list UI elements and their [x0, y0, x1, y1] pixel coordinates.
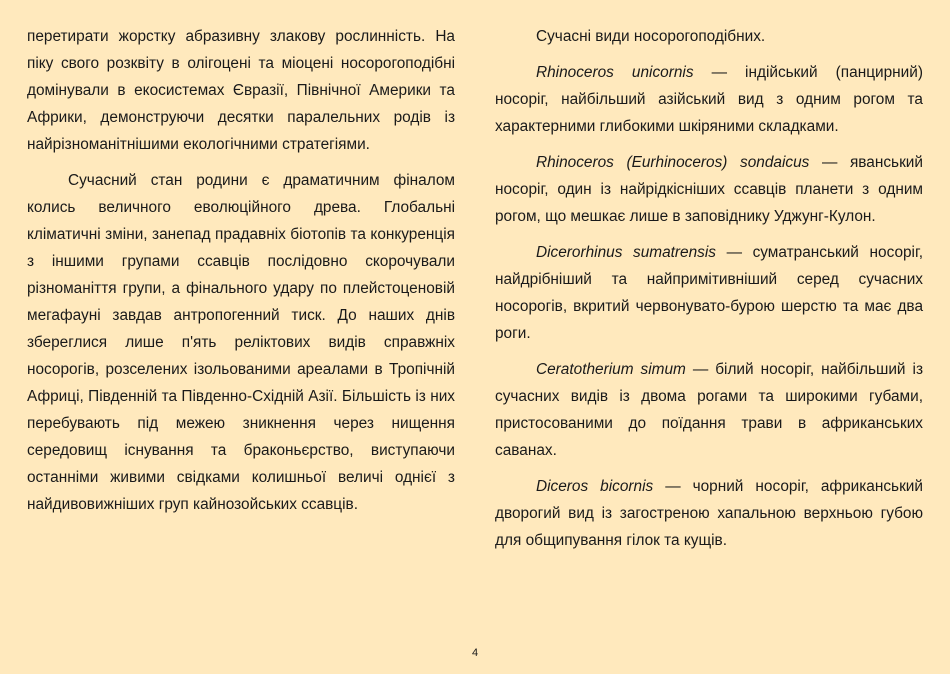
- species-description: — суматранський носоріг, найдрібніший та найпримітивніший серед сучасних носорогів, вкритий червонувато-бурою шерстю та має два роги.: [495, 244, 923, 342]
- species-latin-name: Ceratotherium simum: [536, 361, 686, 378]
- species-entry-javan-rhino: [495, 149, 923, 230]
- right-column: [495, 23, 923, 563]
- species-entry-sumatran-rhino: [495, 239, 923, 347]
- species-description: — індійський (панцирний) носоріг, найбільший азійський вид з одним рогом та характерними глибокими шкіряними складками.: [495, 64, 923, 135]
- species-entry-black-rhino: [495, 473, 923, 554]
- species-latin-name: Rhinoceros (Eurhinoceros) sondaicus: [536, 154, 810, 171]
- species-entry-indian-rhino: [495, 59, 923, 140]
- page-number: 4: [471, 647, 479, 659]
- species-latin-name: Dicerorhinus sumatrensis: [536, 244, 716, 261]
- paragraph-continuation: перетирати жорстку абразивну злакову рослинність. На піку свого розквіту в олігоцені та міоцені носорогоподібні домінували в екосистемах Євразії, Північної Америки та Африки, демонструючи десятки паралельних родів із найрізноманітнішими екологічними стратегіями.: [27, 28, 455, 153]
- left-column: [27, 23, 455, 527]
- species-description: — чорний носоріг, африканський дворогий вид із загостреною хапальною верхньою губою для общипування гілок та кущів.: [495, 478, 924, 549]
- species-latin-name: Diceros bicornis: [536, 478, 654, 495]
- species-latin-name: Rhinoceros unicornis: [536, 64, 694, 81]
- species-description: — білий носоріг, найбільший із сучасних видів із двома рогами та широкими губами, пристосованими до поїдання трави в африканських саванах.: [495, 361, 923, 459]
- paragraph-modern-state: Сучасний стан родини є драматичним фіналом колись величного еволюційного древа. Глобальні кліматичні зміни, занепад прадавніх біотопів та конкуренція з іншими групами ссавців послідовно скорочували різноманіття групи, а фінального удару по плейстоценовій мегафауні завдав антропогенний тиск. До наших днів збереглися лише п'ять реліктових видів справжніх носорогів, розселених ізольованими ареалами в Тропічній Африці, Південній та Південно-Східній Азії. Більшість із них перебувають під межею зникнення через нищення середовищ існування та браконьєрство, виступаючи останніми живими свідками колишньої величі однієї з найдивовижніших груп кайнозойських ссавців.: [27, 172, 455, 513]
- species-list-heading: Сучасні види носорогоподібних.: [536, 28, 766, 45]
- species-description: — яванський носоріг, один із найрідкісніших ссавців планети з одним рогом, що мешкає лише в заповіднику Уджунг-Кулон.: [495, 154, 923, 225]
- species-entry-white-rhino: [495, 356, 923, 464]
